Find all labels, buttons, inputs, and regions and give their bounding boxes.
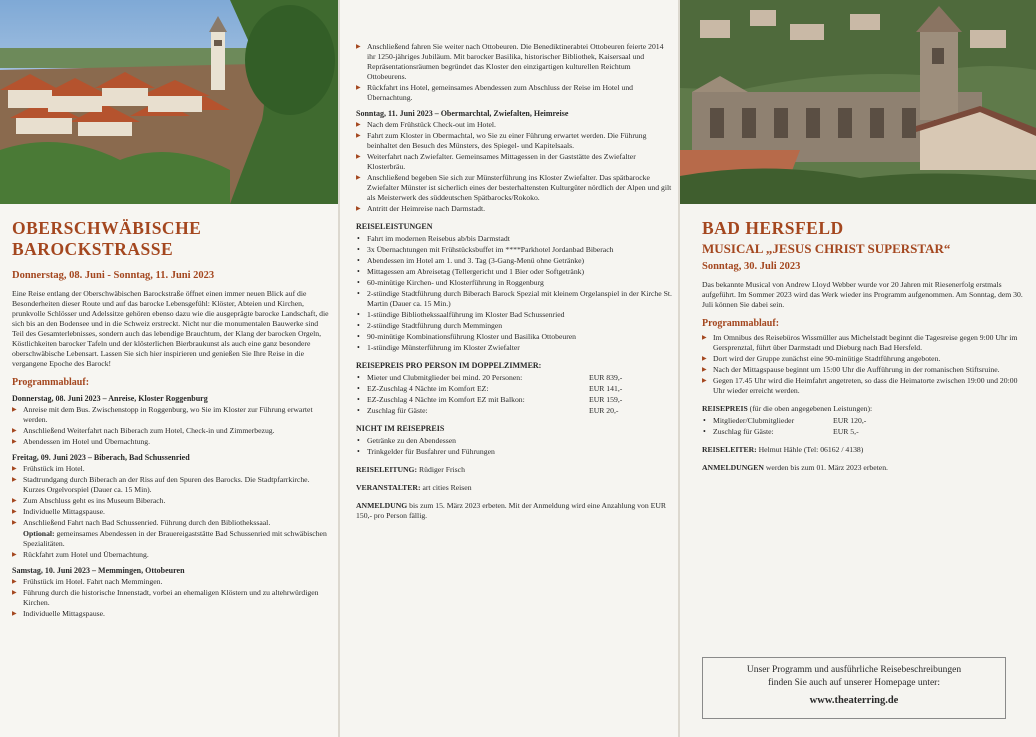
trip-subtitle: MUSICAL „JESUS CHRIST SUPERSTAR“ [702, 241, 951, 256]
price-row [356, 406, 672, 416]
optional-text: gemeinsames Abendessen in der Brauereigaststätte Bad Schussenried mit schwäbischen Spezialitäten. [23, 529, 327, 548]
price-list [356, 373, 672, 416]
price-label: • Mieter und Clubmitglieder bei mind. 20 Personen: [367, 373, 523, 382]
trip-date: Donnerstag, 08. Juni - Sonntag, 11. Juni 2023 [12, 270, 215, 281]
organizer-line [356, 483, 672, 493]
tour-leader-value: Helmut Hähle (Tel: 06162 / 4138) [758, 445, 864, 454]
day-items [356, 120, 672, 214]
list-item: ▶ Frühstück im Hotel. [12, 464, 330, 474]
list-item: ▶ Weiterfahrt nach Zwiefalter. Gemeinsames Mittagessen in der Gaststätte des Zwiefalter Klosterbräu. [356, 152, 672, 172]
services-list [356, 234, 672, 353]
ruin-photo [680, 0, 1036, 204]
price-label: • EZ-Zuschlag 4 Nächte im Komfort EZ mit Balkon: [367, 395, 525, 404]
list-item: ▶ Zum Abschluss geht es ins Museum Biberach. [12, 496, 330, 506]
list-item: ▶ Antritt der Heimreise nach Darmstadt. [356, 204, 672, 214]
trip-title: OBERSCHWÄBISCHE BAROCKSTRASSE [12, 218, 202, 259]
not-included-list [356, 436, 672, 457]
list-item: • Abendessen im Hotel am 1. und 3. Tag (3-Gang-Menü ohne Getränke) [356, 256, 672, 266]
day-items [12, 464, 330, 528]
tour-leader-line [702, 445, 1028, 455]
column-bad-hersfeld [680, 0, 1036, 737]
homepage-link[interactable]: www.theaterring.de [809, 695, 899, 706]
registration-value: bis zum 15. März 2023 erbeten. Mit der Anmeldung wird eine Anzahlung von EUR 150,- pro Person fällig. [356, 501, 667, 520]
registration-value: werden bis zum 01. März 2023 erbeten. [765, 463, 888, 472]
day-heading: Freitag, 09. Juni 2023 – Biberach, Bad Schussenried [12, 453, 190, 462]
list-item: ▶ Gegen 17.45 Uhr wird die Heimfahrt angetreten, so dass die Heimatorte zwischen 19:00 und 20:00 Uhr wieder erreicht werden. [702, 376, 1028, 396]
list-item: ▶ Fahrt zum Kloster in Obermachtal, wo Sie zu einer Führung erwartet werden. Die Führung beinhaltet den Besuch des Münsters, des Spiegel- und Kapitelsaals. [356, 131, 672, 151]
price-row [702, 427, 1028, 437]
day-items [12, 550, 330, 560]
barockstrasse-content [12, 218, 330, 620]
town-photo [0, 0, 338, 204]
price-heading-line [702, 404, 1028, 414]
day-heading: Sonntag, 11. Juni 2023 – Obermarchtal, Zwiefalten, Heimreise [356, 109, 569, 118]
list-item: • Fahrt im modernen Reisebus ab/bis Darmstadt [356, 234, 672, 244]
optional-note [12, 529, 330, 549]
list-item: • 2-stündige Stadtführung durch Memmingen [356, 321, 672, 331]
day-items [12, 405, 330, 447]
price-heading: REISEPREIS PRO PERSON IM DOPPELZIMMER: [356, 361, 542, 370]
trip-intro: Eine Reise entlang der Oberschwäbischen Barockstraße öffnet einen immer neuen Blick auf die Besonderheiten dieser Route und auf das barocke Lebensgefühl: Klöster, Abteien und Kirchen, prunkvolle Schlösser und Adelssitze gehören ebenso dazu wie die ausgeprägte barocke Landschaft, die sich bis an den Bodensee und in die Schweiz erstreckt. Nicht nur die monumentalen Bauwerke sind Teil des Gesamterlebnisses, sondern auch das lebendige Brauchtum, der Klang der barocken Orgeln, Köstlichkeiten barocker Tafeln und der klösterlichen Bierbraukunst als auch eine ganz besondere oberschwäbische Lebensart. Lassen Sie sich hier inspirieren und genießen Sie Ihre Reise in die vergangene Epoche des Barock! [12, 289, 329, 368]
price-label: • Mitglieder/Clubmitglieder [713, 416, 795, 425]
list-item: • 3x Übernachtungen mit Frühstücksbuffet im ****Parkhotel Jordanbad Biberach [356, 245, 672, 255]
list-item: ▶ Nach dem Frühstück Check-out im Hotel. [356, 120, 672, 130]
list-item: • 60-minütige Kirchen- und Klosterführung in Roggenburg [356, 278, 672, 288]
day-heading: Samstag, 10. Juni 2023 – Memmingen, Ottobeuren [12, 566, 185, 575]
list-item: ▶ Führung durch die historische Innenstadt, vorbei an ehemaligen Klöstern und zu altehrwürdigen Kirchen. [12, 588, 330, 608]
program-heading: Programmablauf: [702, 318, 780, 329]
day-heading: Donnerstag, 08. Juni 2023 – Anreise, Kloster Roggenburg [12, 394, 208, 403]
list-item: • 90-minütige Kombinationsführung Kloster und Basilika Ottobeuren [356, 332, 672, 342]
list-item: ▶ Individuelle Mittagspause. [12, 609, 330, 619]
registration-line [702, 463, 1028, 473]
price-value: EUR 5,- [833, 427, 859, 436]
list-item: ▶ Anschließend Fahrt nach Bad Schussenried. Führung durch den Bibliothekssaal. [12, 518, 330, 528]
list-item: ▶ Rückfahrt zum Hotel und Übernachtung. [12, 550, 330, 560]
price-label-heading: REISEPREIS [702, 404, 748, 413]
bad-hersfeld-content [702, 218, 1028, 475]
list-item: ▶ Nach der Mittagspause beginnt um 15:00 Uhr die Aufführung in der romanischen Stiftsruine. [702, 365, 1028, 375]
list-item: ▶ Anreise mit dem Bus. Zwischenstopp in Roggenburg, wo Sie im Kloster zur Führung erwartet werden. [12, 405, 330, 425]
homepage-text: Unser Programm und ausführliche Reisebeschreibungen [746, 665, 962, 675]
list-item: • Mittagessen am Abreisetag (Tellergericht und 1 Bier oder Softgetränk) [356, 267, 672, 277]
optional-label: Optional: [23, 529, 55, 538]
price-row [356, 384, 672, 394]
organizer-value: art cities Reisen [422, 483, 472, 492]
price-value: EUR 20,- [589, 406, 619, 415]
list-item: ▶ Abendessen im Hotel und Übernachtung. [12, 437, 330, 447]
registration-line [356, 501, 672, 521]
list-item: • Trinkgelder für Busfahrer und Führungen [356, 447, 672, 457]
price-value: EUR 141,- [589, 384, 623, 393]
list-item: ▶ Stadtrundgang durch Biberach an der Riss auf den Spuren des Barocks. Die Stadtpfarrkirche. Kurzes Orgelvorspiel (Dauer ca. 15 Min). [12, 475, 330, 495]
price-row [356, 395, 672, 405]
list-item: ▶ Rückfahrt ins Hotel, gemeinsames Abendessen zum Abschluss der Reise im Hotel und Übernachtung. [356, 83, 672, 103]
price-label: • Zuschlag für Gäste: [713, 427, 774, 436]
program-heading: Programmablauf: [12, 377, 90, 388]
program-items [702, 333, 1028, 396]
list-item: • 1-stündige Bibliothekssaalführung im Kloster Bad Schussenried [356, 310, 672, 320]
price-row [356, 373, 672, 383]
homepage-box [702, 657, 1006, 719]
price-value: EUR 120,- [833, 416, 867, 425]
registration-label: ANMELDUNG [356, 501, 408, 510]
list-item: • Getränke zu den Abendessen [356, 436, 672, 446]
trip-title: BAD HERSFELD [702, 218, 844, 238]
price-row [702, 416, 1028, 426]
list-item: ▶ Anschließend begeben Sie sich zur Münsterführung ins Kloster Zwiefalter. Das spätbarocke Zwiefalter Münster ist sicherlich eines der besterhaltensten Kulturgüter nördlich der Alpen und gilt als Meisterwerk des süddeutschen Spätbarocks/Rokoko. [356, 173, 672, 203]
list-item: ▶ Anschließend fahren Sie weiter nach Ottobeuren. Die Benediktinerabtei Ottobeuren feierte 2014 ihr 1250-jähriges Jubiläum. Mit barocker Basilika, historischer Bibliothek, Kaisersaal und Repräsentationsräumen begründet das Kloster den einzigartigen kulturellen Reichtum Ottobeurens. [356, 42, 672, 82]
tour-leader-label: REISELEITER: [702, 445, 757, 454]
price-label: • Zuschlag für Gäste: [367, 406, 428, 415]
services-heading: REISELEISTUNGEN [356, 222, 433, 231]
day-items [12, 577, 330, 619]
price-value: EUR 839,- [589, 373, 623, 382]
price-value: EUR 159,- [589, 395, 623, 404]
not-included-heading: NICHT IM REISEPREIS [356, 424, 445, 433]
column-details [340, 0, 678, 737]
details-content [356, 42, 672, 523]
tour-leader-value: Rüdiger Frisch [419, 465, 465, 474]
list-item: ▶ Frühstück im Hotel. Fahrt nach Memmingen. [12, 577, 330, 587]
price-label: • EZ-Zuschlag 4 Nächte im Komfort EZ: [367, 384, 489, 393]
list-item: • 1-stündige Münsterführung im Kloster Zwiefalter [356, 343, 672, 353]
list-item: ▶ Individuelle Mittagspause. [12, 507, 330, 517]
list-item: ▶ Im Omnibus des Reisebüros Wissmüller aus Michelstadt beginnt die Tagesreise gegen 9:00 Uhr im Gersprenztal, führt über Darmstadt und Dieburg nach Bad Hersfeld. [702, 333, 1028, 353]
price-list [702, 416, 1028, 437]
organizer-label: VERANSTALTER: [356, 483, 421, 492]
list-item: ▶ Anschließend Weiterfahrt nach Biberach zum Hotel, Check-in und Zimmerbezug. [12, 426, 330, 436]
price-note: (für die oben angegebenen Leistungen): [749, 404, 873, 413]
tour-leader-line [356, 465, 672, 475]
continued-items [356, 42, 672, 103]
homepage-text: finden Sie auch auf unserer Homepage unter: [768, 678, 940, 688]
registration-label: ANMELDUNGEN [702, 463, 764, 472]
column-barockstrasse [0, 0, 338, 737]
tour-leader-label: REISELEITUNG: [356, 465, 418, 474]
trip-intro: Das bekannte Musical von Andrew Lloyd Webber wurde vor 20 Jahren mit Riesenerfolg erstmals aufgeführt. Im Sommer 2023 wird das Werk wieder ins Programm aufgenommen. Am Sonntag, dem 30. Juli können Sie dabei sein. [702, 280, 1023, 309]
list-item: ▶ Dort wird der Gruppe zunächst eine 90-minütige Stadtführung angeboten. [702, 354, 1028, 364]
list-item: • 2-stündige Stadtführung durch Biberach Barock Spezial mit kleinem Orgelanspiel in der Kirche St. Martin (Dauer ca. 15 Min.) [356, 289, 672, 309]
trip-date: Sonntag, 30. Juli 2023 [702, 261, 801, 272]
